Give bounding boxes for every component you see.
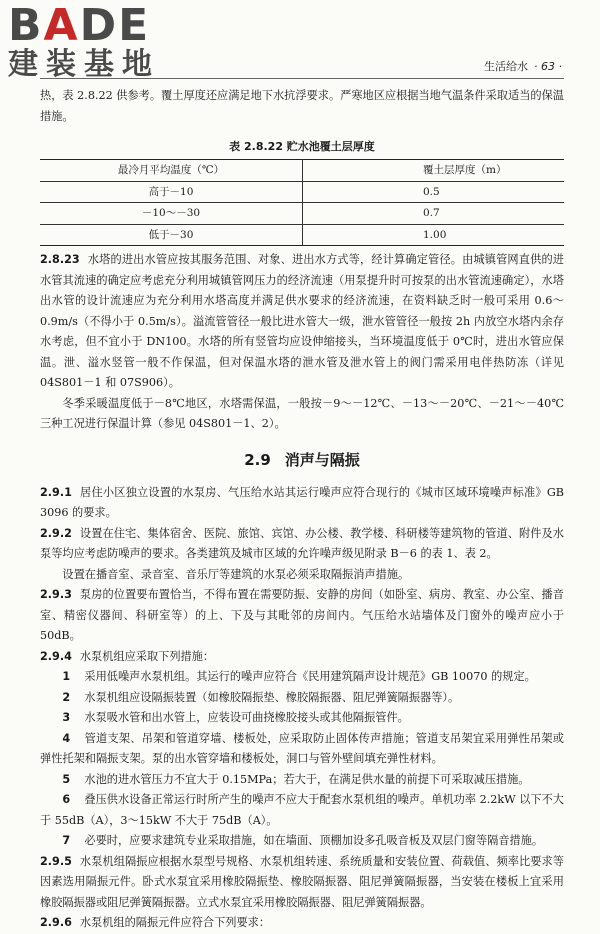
header-rule bbox=[40, 78, 564, 79]
clause-2-8-23 bbox=[40, 250, 564, 394]
section-heading bbox=[40, 449, 564, 471]
clause-number: 2.9.5 bbox=[40, 854, 72, 868]
item-text: 采用低噪声水泵机组。其运行的噪声应符合《民用建筑隔声设计规范》GB 10070 的规定。 bbox=[84, 670, 536, 683]
clause-text: 水泵机组隔振应根据水泵型号规格、水泵机组转速、系统质量和安装位置、荷载值、频率比要求等因素选用隔振元件。卧式水泵宜采用橡胶隔振垫、橡胶隔振器、阻尼弹簧隔振器，当安装在楼板上宜采用橡胶隔振器或阻尼弹簧隔振器。立式水泵宜采用橡胶隔振器、阻尼弹簧隔振器。 bbox=[40, 854, 564, 909]
clause-2-8-23-continued: 冬季采暖温度低于－8℃地区，水塔需保温，一般按－9～－12℃、－13～－20℃、－21～－40℃三种工况进行保温计算（参见 04S801－1、2）。 bbox=[40, 396, 564, 430]
item-text: 水泵机组应设隔振装置（如橡胶隔振垫、橡胶隔振器、阻尼弹簧隔振器等）。 bbox=[84, 690, 460, 704]
clause-2-9-3 bbox=[40, 585, 564, 647]
section-title: 消声与隔振 bbox=[284, 450, 360, 469]
clause-number: 2.9.1 bbox=[40, 485, 72, 499]
clause-2-9-1 bbox=[40, 483, 564, 524]
logo-wordmark: BADE bbox=[8, 0, 151, 51]
item-number: 5 bbox=[62, 772, 71, 786]
chapter-title: 生活给水 bbox=[484, 60, 529, 73]
clause-number: 2.8.23 bbox=[40, 253, 80, 266]
clause-text: 水泵机组应采取下列措施： bbox=[79, 649, 215, 663]
table-row bbox=[40, 203, 564, 225]
table-cell: 高于－10 bbox=[40, 181, 303, 203]
table-header-row bbox=[40, 160, 564, 182]
logo-cjk-text: 建装基地 bbox=[8, 47, 160, 82]
page-number: · 63 · bbox=[534, 60, 562, 73]
running-head bbox=[484, 58, 562, 74]
list-item bbox=[40, 831, 564, 852]
table-caption: 表 2.8.22 贮水池覆土层厚度 bbox=[229, 140, 375, 153]
table-row bbox=[40, 181, 564, 203]
item-text: 叠压供水设备正常运行时所产生的噪声不应大于配套水泵机组的噪声。单机功率 2.2kW 以下不大于 55dB（A），3～15kW 不大于 75dB（A）。 bbox=[40, 793, 564, 827]
table-cell: 0.7 bbox=[303, 203, 565, 225]
table-row bbox=[40, 224, 564, 246]
clause-number: 2.9.4 bbox=[40, 649, 72, 663]
clause-number: 2.9.2 bbox=[40, 526, 72, 540]
list-item bbox=[40, 667, 564, 688]
clause-2-9-2 bbox=[40, 524, 564, 565]
item-number: 4 bbox=[62, 731, 71, 745]
clause-text: 水泵机组的隔振元件应符合下列要求： bbox=[79, 916, 271, 929]
item-text: 水池的进水管压力不宜大于 0.15MPa；若大于，在满足供水量的前提下可采取减压措施。 bbox=[84, 772, 530, 786]
clause-text: 设置在住宅、集体宿舍、医院、旅馆、宾馆、办公楼、教学楼、科研楼等建筑物的管道、附件及水泵等均应考虑防噪声的要求。各类建筑及城市区域的允许噪声级见附录 B－6 的表 1、表 2。 bbox=[40, 526, 564, 560]
list-item bbox=[40, 688, 564, 709]
clause-text: 水塔的进出水管应按其服务范围、对象、进出水方式等，经计算确定管径。由城镇管网直供的进水管其流速的确定应考虑充分利用城镇管网压力的经济流速（用泵提升时可按泵的出水管流速确定），水塔出水管的设计流速应为充分利用水塔高度并满足供水要求的经济流速，在资料缺乏时一般可采用 0.6～0.9m/s（不得小于 0.5m/s）。溢流管管径一般比进水管大一级，泄水管管径一般按 2h 内放空水塔内余存水考虑，但不宜小于 DN100。水塔的所有竖管均应设伸缩接头，当环境温度低于 0℃时，进出水管应保温。泄、溢水竖管一般不作保温，但对保温水塔的泄水管及泄水管上的阀门需采用电伴热防冻（详见 04S801－1 和 07S906）。 bbox=[40, 253, 564, 389]
table-header-cell: 最冷月平均温度（℃） bbox=[40, 160, 303, 182]
item-number: 7 bbox=[62, 834, 71, 847]
table-cell: 低于－30 bbox=[40, 224, 303, 246]
list-item bbox=[40, 790, 564, 831]
list-item bbox=[40, 729, 564, 770]
clause-number: 2.9.3 bbox=[40, 588, 72, 601]
clause-2-9-6 bbox=[40, 913, 564, 934]
intro-paragraph: 热，表 2.8.22 供参考。覆土厚度还应满足地下水抗浮要求。严寒地区应根据当地气温条件采取适当的保温措施。 bbox=[40, 89, 564, 123]
list-item bbox=[40, 770, 564, 791]
page-body bbox=[40, 86, 564, 934]
clause-text: 泵房的位置要布置恰当，不得布置在需要防振、安静的房间（如卧室、病房、教室、办公室、播音室、精密仪器间、科研室等）的上、下及与其毗邻的房间内。气压给水站墙体及门窗外的噪声应小于 50dB。 bbox=[40, 588, 564, 642]
soil-cover-table bbox=[40, 159, 564, 246]
clause-2-9-2-continued: 设置在播音室、录音室、音乐厅等建筑的水泵必须采取隔振消声措施。 bbox=[62, 567, 410, 581]
item-number: 2 bbox=[62, 690, 71, 704]
clause-2-9-5 bbox=[40, 852, 564, 914]
table-header-cell: 覆土层厚度（m） bbox=[303, 160, 565, 182]
publisher-logo bbox=[8, 0, 208, 84]
table-cell: 0.5 bbox=[303, 181, 565, 203]
item-number: 6 bbox=[62, 793, 71, 806]
list-item bbox=[40, 708, 564, 729]
clause-text: 居住小区独立设置的水泵房、气压给水站其运行噪声应符合现行的《城市区域环境噪声标准》GB 3096 的要求。 bbox=[40, 485, 564, 519]
item-number: 1 bbox=[62, 670, 71, 683]
item-text: 管道支架、吊架和管道穿墙、楼板处，应采取防止固体传声措施；管道支吊架宜采用弹性吊架或弹性托架和隔振支架。泵的出水管穿墙和楼板处，洞口与管外壁间填充弹性材料。 bbox=[40, 731, 564, 765]
item-number: 3 bbox=[62, 711, 71, 724]
table-cell: 1.00 bbox=[303, 224, 565, 246]
item-text: 必要时，应要求建筑专业采取措施，如在墙面、顶棚加设多孔吸音板及双层门窗等隔音措施。 bbox=[84, 834, 544, 847]
item-text: 水泵吸水管和出水管上，应装设可曲挠橡胶接头或其他隔振管件。 bbox=[84, 711, 409, 724]
clause-number: 2.9.6 bbox=[40, 916, 72, 929]
clause-2-9-4 bbox=[40, 647, 564, 668]
section-number: 2.9 bbox=[244, 450, 271, 469]
table-cell: －10～－30 bbox=[40, 203, 303, 225]
